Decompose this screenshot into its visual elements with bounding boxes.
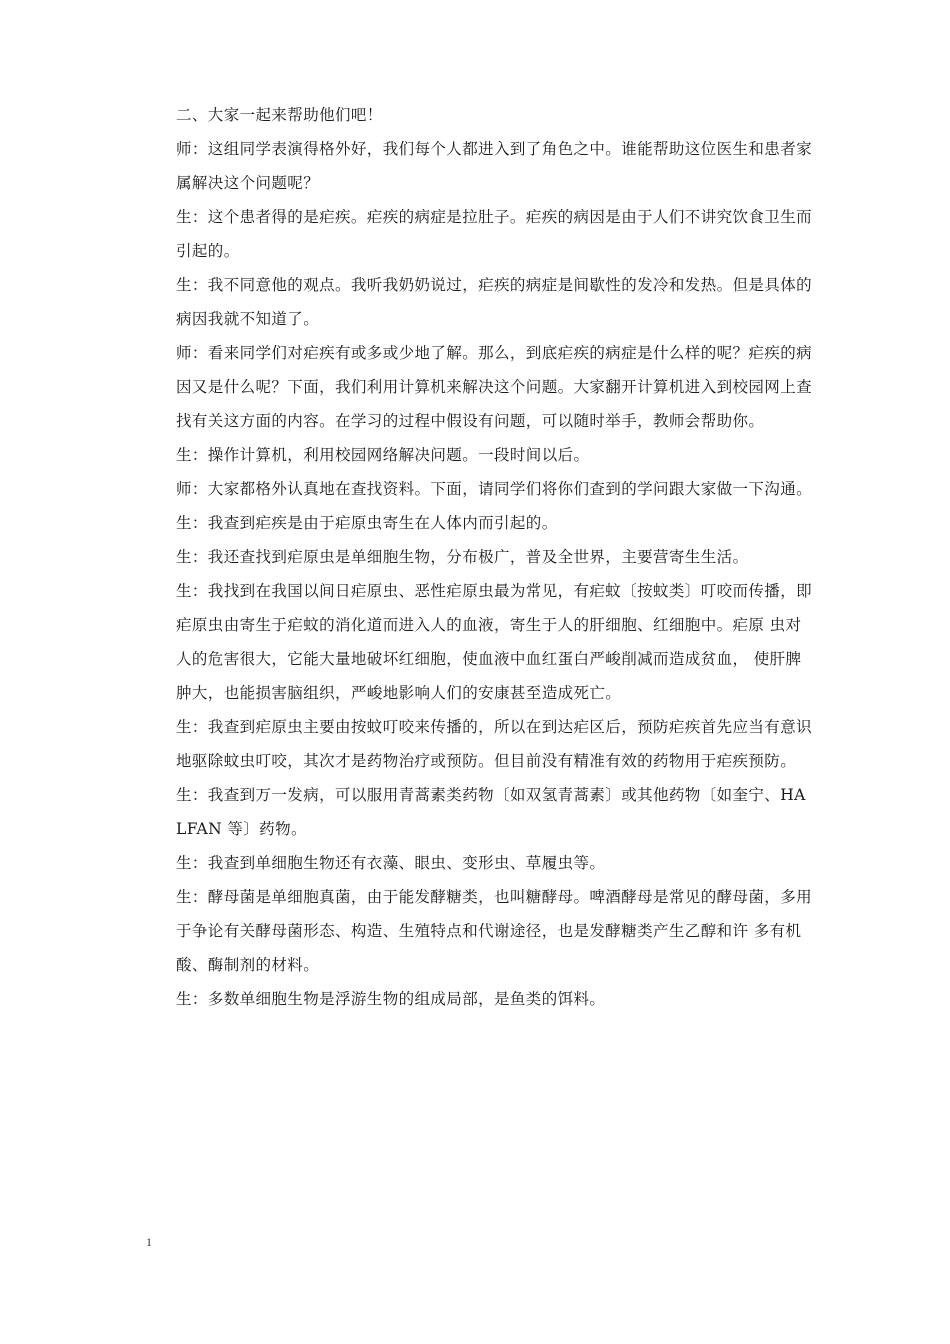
dialogue-paragraph: 生：操作计算机，利用校园网络解决问题。一段时间以后。 [176,446,590,464]
page-number: 1 [146,1235,152,1249]
dialogue-paragraph: 生：我还查找到疟原虫是单细胞生物，分布极广，普及全世界，主要营寄生生活。 [176,548,749,566]
dialogue-paragraph: 师：大家都格外认真地在查找资料。下面，请同学们将你们查到的学问跟大家做一下沟通。 [176,480,813,498]
dialogue-paragraph: 生：我查到疟原虫主要由按蚊叮咬来传播的，所以在到达疟区后，预防疟疾首先应当有意识地驱除蚊虫叮咬，其次才是药物治疗或预防。但目前没有精准有效的药物用于疟疾预防。 [176,718,813,770]
dialogue-paragraph: 生：我不同意他的观点。我听我奶奶说过，疟疾的病症是间歇性的发冷和发热。但是具体的病因我就不知道了。 [176,276,813,328]
section-heading: 二、大家一起来帮助他们吧！ [176,106,383,124]
dialogue-paragraph: 师：这组同学表演得格外好，我们每个人都进入到了角色之中。谁能帮助这位医生和患者家属解决这个问题呢？ [176,140,813,192]
dialogue-paragraph: 生：我找到在我国以间日疟原虫、恶性疟原虫最为常见，有疟蚊〔按蚊类〕叮咬而传播，即疟原虫由寄生于疟蚊的消化道而进入人的血液，寄生于人的肝细胞、红细胞中。疟原 虫对人的危害很大，它能大量地破坏红细胞，使血液中血红蛋白严峻削减而造成贫血， 使肝脾肿大，也能损害脑组织，严峻地影响人们的安康甚至造成死亡。 [176,582,813,702]
dialogue-paragraph: 生：我查到疟疾是由于疟原虫寄生在人体内而引起的。 [176,514,558,532]
document-body [176,98,816,1016]
dialogue-paragraph: 生：我查到万一发病，可以服用青蒿素类药物〔如双氢青蒿素〕或其他药物〔如奎宁、HALFAN 等〕药物。 [176,786,806,838]
dialogue-paragraph: 生：这个患者得的是疟疾。疟疾的病症是拉肚子。疟疾的病因是由于人们不讲究饮食卫生而引起的。 [176,208,813,260]
dialogue-paragraph: 生：我查到单细胞生物还有衣藻、眼虫、变形虫、草履虫等。 [176,854,606,872]
dialogue-paragraph: 生：酵母菌是单细胞真菌，由于能发酵糖类，也叫糖酵母。啤酒酵母是常见的酵母菌，多用于争论有关酵母菌形态、构造、生殖特点和代谢途径，也是发酵糖类产生乙醇和许 多有机酸、酶制剂的材料。 [176,888,813,974]
dialogue-paragraph: 生：多数单细胞生物是浮游生物的组成局部，是鱼类的饵料。 [176,990,606,1008]
dialogue-paragraph: 师：看来同学们对疟疾有或多或少地了解。那么，到底疟疾的病症是什么样的呢？疟疾的病因又是什么呢？下面，我们利用计算机来解决这个问题。大家翻开计算机进入到校园网上查找有关这方面的内容。在学习的过程中假设有问题，可以随时举手，教师会帮助你。 [176,344,813,430]
